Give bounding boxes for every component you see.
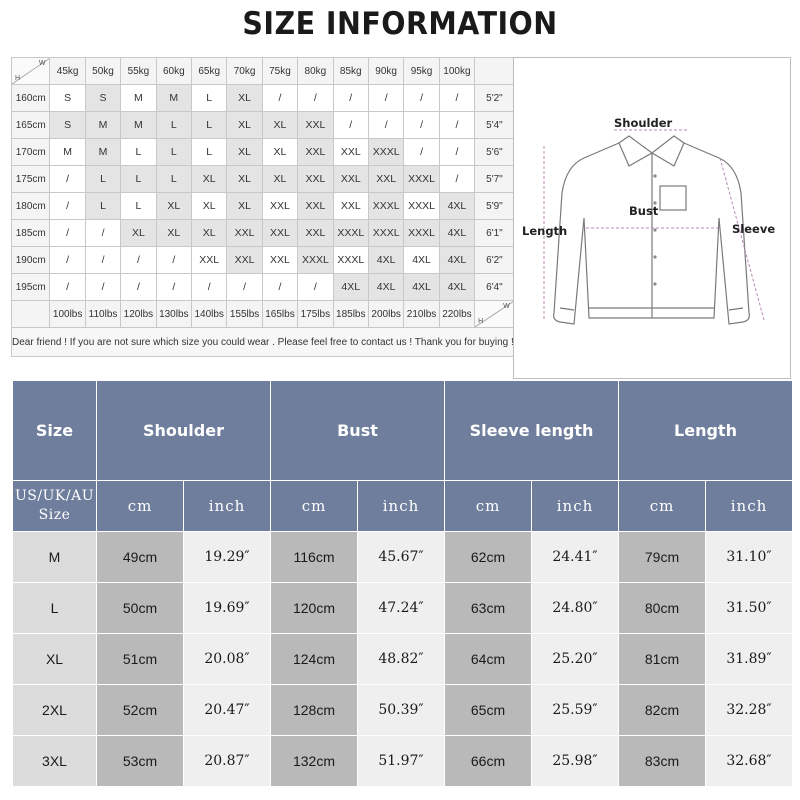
- size-cell: /: [404, 139, 439, 166]
- height-row: [12, 193, 515, 220]
- size-cell: /: [368, 112, 403, 139]
- shirt-outline-icon: [514, 58, 790, 378]
- unit-cell: inch: [358, 481, 445, 532]
- page-title: SIZE INFORMATION: [242, 6, 558, 42]
- size-region-line: Size: [38, 507, 71, 523]
- height-ft-cell: 5'2": [475, 85, 515, 112]
- size-cell: /: [227, 274, 262, 301]
- weight-lbs-cell: 130lbs: [156, 301, 191, 328]
- size-cell: /: [192, 274, 227, 301]
- size-cell: 4XL: [368, 247, 403, 274]
- size-cell: L: [192, 139, 227, 166]
- weight-kg-cell: 65kg: [192, 58, 227, 85]
- measure-header-row: [13, 381, 793, 481]
- inch-value-cell: 24.80″: [532, 583, 619, 634]
- size-cell: XXL: [262, 247, 297, 274]
- size-cell: XL: [156, 193, 191, 220]
- size-cell: XL: [227, 166, 262, 193]
- size-cell: /: [85, 220, 120, 247]
- size-cell: /: [404, 85, 439, 112]
- size-cell: XXL: [192, 247, 227, 274]
- size-cell: XXXL: [333, 247, 368, 274]
- blank-cell: [475, 58, 515, 85]
- inch-value-cell: 32.28″: [706, 685, 793, 736]
- size-cell: XXL: [333, 193, 368, 220]
- size-cell: 4XL: [368, 274, 403, 301]
- size-cell: /: [333, 85, 368, 112]
- size-cell: /: [121, 274, 156, 301]
- weight-lbs-cell: 120lbs: [121, 301, 156, 328]
- size-cell: 4XL: [333, 274, 368, 301]
- weight-lbs-cell: 200lbs: [368, 301, 403, 328]
- height-row: [12, 274, 515, 301]
- size-cell: L: [192, 112, 227, 139]
- cm-value-cell: 51cm: [97, 634, 184, 685]
- size-cell: XXXL: [368, 220, 403, 247]
- cm-value-cell: 132cm: [271, 736, 358, 787]
- height-cm-cell: 160cm: [12, 85, 50, 112]
- height-ft-cell: 5'7": [475, 166, 515, 193]
- shirt-diagram: [513, 57, 791, 379]
- size-cell: L: [85, 193, 120, 220]
- height-cm-cell: 175cm: [12, 166, 50, 193]
- inch-value-cell: 24.41″: [532, 532, 619, 583]
- size-cell: /: [262, 85, 297, 112]
- weight-kg-cell: 45kg: [50, 58, 85, 85]
- cm-value-cell: 52cm: [97, 685, 184, 736]
- size-cell: /: [368, 85, 403, 112]
- size-cell: /: [333, 112, 368, 139]
- weight-lbs-cell: 100lbs: [50, 301, 85, 328]
- height-ft-cell: 6'2": [475, 247, 515, 274]
- size-cell: 4XL: [439, 220, 474, 247]
- cm-value-cell: 63cm: [445, 583, 532, 634]
- size-cell: XXL: [227, 220, 262, 247]
- size-name-cell: 2XL: [13, 685, 97, 736]
- inch-value-cell: 31.10″: [706, 532, 793, 583]
- weight-kg-cell: 60kg: [156, 58, 191, 85]
- weight-lbs-cell: 155lbs: [227, 301, 262, 328]
- cm-value-cell: 81cm: [619, 634, 706, 685]
- size-cell: XL: [262, 139, 297, 166]
- height-row: [12, 112, 515, 139]
- size-cell: XXXL: [368, 139, 403, 166]
- inch-value-cell: 31.89″: [706, 634, 793, 685]
- measure-header-bust: Bust: [271, 381, 445, 481]
- size-cell: /: [262, 274, 297, 301]
- height-cm-cell: 165cm: [12, 112, 50, 139]
- blank-cell: [12, 301, 50, 328]
- size-cell: XXXL: [333, 220, 368, 247]
- size-cell: L: [156, 112, 191, 139]
- inch-value-cell: 20.08″: [184, 634, 271, 685]
- size-row: [13, 583, 793, 634]
- height-row: [12, 247, 515, 274]
- height-cm-cell: 195cm: [12, 274, 50, 301]
- weight-lbs-cell: 220lbs: [439, 301, 474, 328]
- cm-value-cell: 79cm: [619, 532, 706, 583]
- inch-value-cell: 19.29″: [184, 532, 271, 583]
- size-cell: XXXL: [404, 193, 439, 220]
- cm-value-cell: 62cm: [445, 532, 532, 583]
- size-cell: XXL: [227, 247, 262, 274]
- size-cell: /: [156, 247, 191, 274]
- weight-kg-cell: 70kg: [227, 58, 262, 85]
- size-cell: XXL: [262, 193, 297, 220]
- measure-header-sleeve-length: Sleeve length: [445, 381, 619, 481]
- weight-lbs-header-row: [12, 301, 515, 328]
- size-cell: M: [85, 112, 120, 139]
- size-cell: 4XL: [439, 193, 474, 220]
- size-cell: /: [404, 112, 439, 139]
- size-cell: XXL: [298, 166, 333, 193]
- unit-cell: inch: [706, 481, 793, 532]
- weight-kg-cell: 85kg: [333, 58, 368, 85]
- size-cell: XL: [262, 166, 297, 193]
- weight-lbs-cell: 140lbs: [192, 301, 227, 328]
- unit-cell: cm: [619, 481, 706, 532]
- size-cell: 4XL: [404, 274, 439, 301]
- cm-value-cell: 50cm: [97, 583, 184, 634]
- corner-cell: [12, 58, 50, 85]
- cm-value-cell: 80cm: [619, 583, 706, 634]
- size-cell: /: [85, 247, 120, 274]
- size-cell: XL: [227, 139, 262, 166]
- size-cell: XXXL: [404, 220, 439, 247]
- inch-value-cell: 31.50″: [706, 583, 793, 634]
- bust-label: Bust: [629, 204, 659, 218]
- size-name-cell: L: [13, 583, 97, 634]
- unit-cell: inch: [532, 481, 619, 532]
- unit-cell: inch: [184, 481, 271, 532]
- weight-kg-cell: 100kg: [439, 58, 474, 85]
- weight-kg-cell: 80kg: [298, 58, 333, 85]
- height-cm-cell: 190cm: [12, 247, 50, 274]
- unit-row: [13, 481, 793, 532]
- weight-lbs-cell: 185lbs: [333, 301, 368, 328]
- size-cell: XL: [192, 220, 227, 247]
- size-region-line: US/UK/AU: [15, 488, 94, 504]
- size-region-label: [13, 481, 97, 532]
- corner-w: W: [503, 303, 510, 310]
- unit-cell: cm: [97, 481, 184, 532]
- size-cell: M: [50, 139, 85, 166]
- inch-value-cell: 20.87″: [184, 736, 271, 787]
- inch-value-cell: 25.20″: [532, 634, 619, 685]
- size-cell: S: [50, 85, 85, 112]
- size-cell: XL: [192, 193, 227, 220]
- size-cell: L: [85, 166, 120, 193]
- unit-cell: cm: [271, 481, 358, 532]
- cm-value-cell: 83cm: [619, 736, 706, 787]
- height-cm-cell: 170cm: [12, 139, 50, 166]
- cm-value-cell: 53cm: [97, 736, 184, 787]
- size-cell: XL: [262, 112, 297, 139]
- size-cell: XXL: [368, 166, 403, 193]
- height-ft-cell: 5'9": [475, 193, 515, 220]
- weight-lbs-cell: 210lbs: [404, 301, 439, 328]
- size-cell: S: [50, 112, 85, 139]
- size-cell: XXXL: [298, 247, 333, 274]
- size-cell: XL: [227, 193, 262, 220]
- measure-header-shoulder: Shoulder: [97, 381, 271, 481]
- size-cell: XXL: [298, 139, 333, 166]
- inch-value-cell: 32.68″: [706, 736, 793, 787]
- size-cell: M: [85, 139, 120, 166]
- size-cell: L: [121, 166, 156, 193]
- inch-value-cell: 47.24″: [358, 583, 445, 634]
- size-cell: XXL: [333, 166, 368, 193]
- size-cell: XXL: [262, 220, 297, 247]
- corner-cell: [475, 301, 515, 328]
- weight-kg-cell: 55kg: [121, 58, 156, 85]
- size-cell: XXXL: [404, 166, 439, 193]
- weight-kg-cell: 90kg: [368, 58, 403, 85]
- size-cell: XXL: [298, 220, 333, 247]
- height-row: [12, 85, 515, 112]
- measure-header-size: Size: [13, 381, 97, 481]
- size-row: [13, 634, 793, 685]
- cm-value-cell: 128cm: [271, 685, 358, 736]
- size-cell: M: [156, 85, 191, 112]
- height-ft-cell: 5'6": [475, 139, 515, 166]
- size-cell: XXL: [333, 139, 368, 166]
- weight-height-chart: [11, 57, 515, 357]
- size-cell: L: [156, 139, 191, 166]
- size-cell: XL: [227, 85, 262, 112]
- size-cell: /: [50, 247, 85, 274]
- height-cm-cell: 185cm: [12, 220, 50, 247]
- size-name-cell: XL: [13, 634, 97, 685]
- inch-value-cell: 51.97″: [358, 736, 445, 787]
- height-ft-cell: 6'1": [475, 220, 515, 247]
- size-cell: /: [50, 220, 85, 247]
- size-cell: XXL: [298, 193, 333, 220]
- size-cell: XL: [227, 112, 262, 139]
- inch-value-cell: 25.98″: [532, 736, 619, 787]
- size-row: [13, 736, 793, 787]
- size-cell: XXXL: [368, 193, 403, 220]
- weight-lbs-cell: 175lbs: [298, 301, 333, 328]
- measure-header-length: Length: [619, 381, 793, 481]
- corner-w: W: [38, 60, 46, 67]
- size-cell: 4XL: [439, 247, 474, 274]
- size-measurement-table: [12, 380, 793, 787]
- height-row: [12, 139, 515, 166]
- height-row: [12, 220, 515, 247]
- weight-lbs-cell: 110lbs: [85, 301, 120, 328]
- height-ft-cell: 6'4": [475, 274, 515, 301]
- size-row: [13, 532, 793, 583]
- weight-kg-cell: 95kg: [404, 58, 439, 85]
- size-cell: /: [50, 274, 85, 301]
- size-cell: /: [439, 166, 474, 193]
- size-name-cell: M: [13, 532, 97, 583]
- size-cell: XXL: [298, 112, 333, 139]
- corner-h: H: [478, 318, 484, 325]
- contact-note: Dear friend ! If you are not sure which size you could wear . Please feel free to contact us ! Thank you for buying !: [12, 328, 515, 357]
- weight-kg-cell: 75kg: [262, 58, 297, 85]
- size-cell: L: [156, 166, 191, 193]
- size-row: [13, 685, 793, 736]
- height-row: [12, 166, 515, 193]
- size-cell: 4XL: [439, 274, 474, 301]
- inch-value-cell: 20.47″: [184, 685, 271, 736]
- size-cell: L: [192, 85, 227, 112]
- size-cell: 4XL: [404, 247, 439, 274]
- cm-value-cell: 124cm: [271, 634, 358, 685]
- size-cell: /: [121, 247, 156, 274]
- cm-value-cell: 120cm: [271, 583, 358, 634]
- size-name-cell: 3XL: [13, 736, 97, 787]
- size-cell: /: [85, 274, 120, 301]
- height-ft-cell: 5'4": [475, 112, 515, 139]
- weight-kg-header-row: [12, 58, 515, 85]
- shoulder-label: Shoulder: [614, 116, 673, 130]
- size-cell: XL: [121, 220, 156, 247]
- size-cell: L: [121, 193, 156, 220]
- size-cell: XL: [192, 166, 227, 193]
- inch-value-cell: 19.69″: [184, 583, 271, 634]
- size-cell: /: [439, 139, 474, 166]
- cm-value-cell: 116cm: [271, 532, 358, 583]
- size-cell: /: [298, 85, 333, 112]
- size-cell: /: [50, 166, 85, 193]
- size-cell: /: [439, 112, 474, 139]
- size-cell: /: [439, 85, 474, 112]
- inch-value-cell: 48.82″: [358, 634, 445, 685]
- weight-kg-cell: 50kg: [85, 58, 120, 85]
- height-cm-cell: 180cm: [12, 193, 50, 220]
- cm-value-cell: 64cm: [445, 634, 532, 685]
- size-cell: M: [121, 85, 156, 112]
- size-cell: L: [121, 139, 156, 166]
- inch-value-cell: 45.67″: [358, 532, 445, 583]
- inch-value-cell: 25.59″: [532, 685, 619, 736]
- cm-value-cell: 82cm: [619, 685, 706, 736]
- cm-value-cell: 49cm: [97, 532, 184, 583]
- weight-lbs-cell: 165lbs: [262, 301, 297, 328]
- cm-value-cell: 66cm: [445, 736, 532, 787]
- size-cell: XL: [156, 220, 191, 247]
- note-row: [12, 328, 515, 357]
- inch-value-cell: 50.39″: [358, 685, 445, 736]
- size-cell: /: [298, 274, 333, 301]
- size-cell: M: [121, 112, 156, 139]
- size-cell: S: [85, 85, 120, 112]
- unit-cell: cm: [445, 481, 532, 532]
- size-cell: /: [156, 274, 191, 301]
- sleeve-label: Sleeve: [732, 222, 776, 236]
- size-cell: /: [50, 193, 85, 220]
- cm-value-cell: 65cm: [445, 685, 532, 736]
- length-label: Length: [522, 224, 568, 238]
- corner-h: H: [15, 75, 21, 82]
